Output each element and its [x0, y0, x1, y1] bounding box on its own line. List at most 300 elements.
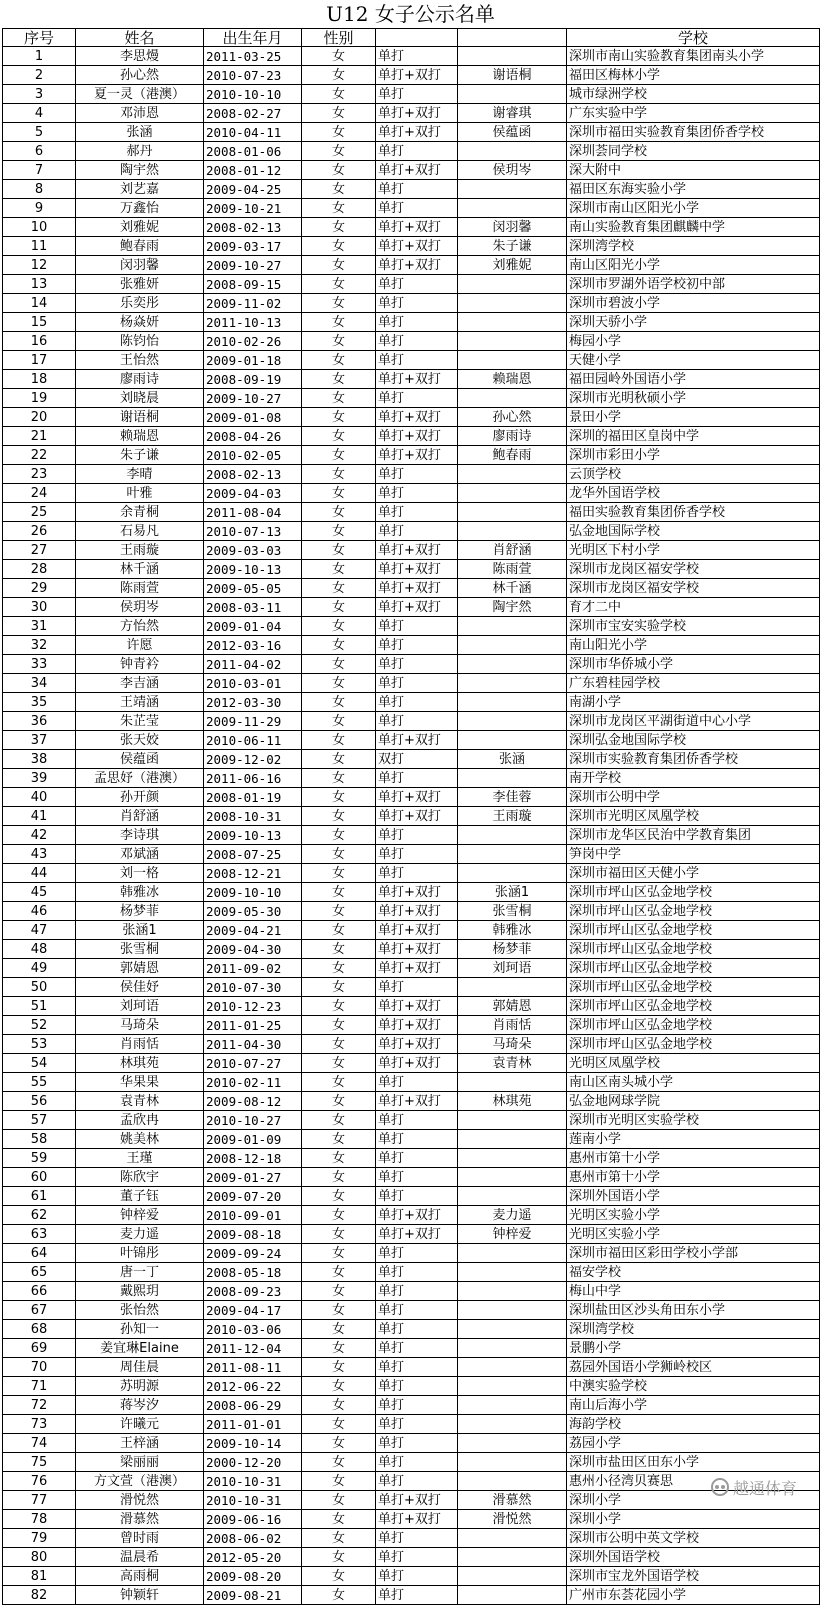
table-row: [3, 845, 820, 864]
cell-index: 43: [3, 845, 76, 864]
cell-partner: 钟梓爱: [458, 1225, 567, 1244]
table-row: [3, 66, 820, 85]
cell-index: 47: [3, 921, 76, 940]
cell-index: 16: [3, 332, 76, 351]
cell-school: 深圳市坪山区弘金地学校: [567, 940, 820, 959]
cell-partner: 滑慕然: [458, 1491, 567, 1510]
cell-partner: [458, 1358, 567, 1377]
cell-index: 59: [3, 1149, 76, 1168]
cell-birthdate: 2008-04-26: [204, 427, 302, 446]
cell-gender: 女: [302, 1263, 376, 1282]
cell-index: 44: [3, 864, 76, 883]
cell-gender: 女: [302, 351, 376, 370]
cell-school: 深圳市福田区彩田学校小学部: [567, 1244, 820, 1263]
cell-name: 乐奕彤: [76, 294, 204, 313]
cell-name: 孙开颜: [76, 788, 204, 807]
cell-event: 单打: [376, 1453, 458, 1472]
cell-index: 4: [3, 104, 76, 123]
cell-gender: 女: [302, 864, 376, 883]
cell-gender: 女: [302, 1035, 376, 1054]
cell-event: 单打+双打: [376, 1491, 458, 1510]
cell-partner: 廖雨诗: [458, 427, 567, 446]
table-row: [3, 123, 820, 142]
cell-index: 12: [3, 256, 76, 275]
cell-school: 莲南小学: [567, 1130, 820, 1149]
table-row: [3, 1282, 820, 1301]
cell-school: 深圳的福田区皇岗中学: [567, 427, 820, 446]
cell-birthdate: 2009-11-02: [204, 294, 302, 313]
cell-birthdate: 2009-04-25: [204, 180, 302, 199]
cell-name: 孟思妤（港澳）: [76, 769, 204, 788]
cell-birthdate: 2011-06-16: [204, 769, 302, 788]
cell-name: 林千涵: [76, 560, 204, 579]
cell-birthdate: 2009-10-13: [204, 560, 302, 579]
cell-school: 广东实验中学: [567, 104, 820, 123]
cell-event: 双打: [376, 750, 458, 769]
cell-event: 单打: [376, 313, 458, 332]
cell-name: 余青桐: [76, 503, 204, 522]
cell-school: 深圳市宝龙外国语学校: [567, 1567, 820, 1586]
cell-name: 夏一灵（港澳）: [76, 85, 204, 104]
cell-index: 74: [3, 1434, 76, 1453]
cell-school: 广州市东荟花园小学: [567, 1586, 820, 1605]
cell-index: 19: [3, 389, 76, 408]
cell-event: 单打: [376, 769, 458, 788]
cell-partner: [458, 826, 567, 845]
cell-partner: 闵羽馨: [458, 218, 567, 237]
cell-school: 深圳市坪山区弘金地学校: [567, 978, 820, 997]
cell-index: 70: [3, 1358, 76, 1377]
cell-birthdate: 2008-02-27: [204, 104, 302, 123]
cell-index: 24: [3, 484, 76, 503]
cell-gender: 女: [302, 275, 376, 294]
cell-index: 17: [3, 351, 76, 370]
cell-index: 2: [3, 66, 76, 85]
cell-name: 张雅妍: [76, 275, 204, 294]
cell-index: 50: [3, 978, 76, 997]
cell-partner: [458, 1586, 567, 1605]
cell-school: 光明区实验小学: [567, 1225, 820, 1244]
cell-event: 单打: [376, 503, 458, 522]
cell-event: 单打+双打: [376, 218, 458, 237]
table-row: [3, 1130, 820, 1149]
cell-event: 单打+双打: [376, 807, 458, 826]
cell-name: 温晨希: [76, 1548, 204, 1567]
cell-partner: 朱子谦: [458, 237, 567, 256]
cell-school: 惠州小径湾贝赛思: [567, 1472, 820, 1491]
cell-event: 单打: [376, 294, 458, 313]
cell-gender: 女: [302, 294, 376, 313]
cell-partner: [458, 522, 567, 541]
cell-birthdate: 2009-03-03: [204, 541, 302, 560]
cell-birthdate: 2010-10-31: [204, 1472, 302, 1491]
cell-partner: [458, 1168, 567, 1187]
table-row: [3, 902, 820, 921]
cell-birthdate: 2008-02-13: [204, 218, 302, 237]
cell-event: 单打: [376, 712, 458, 731]
cell-index: 3: [3, 85, 76, 104]
cell-index: 78: [3, 1510, 76, 1529]
cell-index: 7: [3, 161, 76, 180]
cell-birthdate: 2008-01-06: [204, 142, 302, 161]
cell-gender: 女: [302, 1339, 376, 1358]
cell-index: 15: [3, 313, 76, 332]
cell-birthdate: 2012-05-20: [204, 1548, 302, 1567]
table-row: [3, 541, 820, 560]
cell-birthdate: 2009-01-09: [204, 1130, 302, 1149]
cell-partner: [458, 465, 567, 484]
cell-gender: 女: [302, 389, 376, 408]
wechat-icon: [711, 1478, 729, 1496]
cell-gender: 女: [302, 1016, 376, 1035]
cell-birthdate: 2010-06-11: [204, 731, 302, 750]
cell-partner: [458, 655, 567, 674]
cell-event: 单打+双打: [376, 104, 458, 123]
cell-name: 刘雅妮: [76, 218, 204, 237]
table-row: [3, 1054, 820, 1073]
table-row: [3, 332, 820, 351]
cell-birthdate: 2009-09-24: [204, 1244, 302, 1263]
cell-name: 鲍春雨: [76, 237, 204, 256]
header-school: 学校: [567, 29, 820, 47]
cell-school: 南山区阳光小学: [567, 256, 820, 275]
cell-event: 单打: [376, 617, 458, 636]
cell-birthdate: 2009-10-14: [204, 1434, 302, 1453]
cell-gender: 女: [302, 313, 376, 332]
cell-index: 31: [3, 617, 76, 636]
cell-birthdate: 2009-08-20: [204, 1567, 302, 1586]
cell-partner: [458, 1396, 567, 1415]
cell-school: 荔园小学: [567, 1434, 820, 1453]
cell-school: 景鹏小学: [567, 1339, 820, 1358]
table-row: [3, 1187, 820, 1206]
cell-name: 方文萱（港澳）: [76, 1472, 204, 1491]
cell-school: 深圳市福田实验教育集团侨香学校: [567, 123, 820, 142]
cell-school: 福田实验教育集团侨香学校: [567, 503, 820, 522]
header-name: 姓名: [76, 29, 204, 47]
cell-gender: 女: [302, 902, 376, 921]
cell-index: 32: [3, 636, 76, 655]
header-event: [376, 29, 458, 47]
cell-birthdate: 2009-04-03: [204, 484, 302, 503]
cell-gender: 女: [302, 180, 376, 199]
cell-name: 刘艺嘉: [76, 180, 204, 199]
cell-gender: 女: [302, 1130, 376, 1149]
table-row: [3, 636, 820, 655]
table-row: [3, 1016, 820, 1035]
cell-birthdate: 2008-01-19: [204, 788, 302, 807]
table-row: [3, 1149, 820, 1168]
cell-gender: 女: [302, 256, 376, 275]
cell-partner: 林琪苑: [458, 1092, 567, 1111]
cell-gender: 女: [302, 693, 376, 712]
cell-name: 周佳晨: [76, 1358, 204, 1377]
cell-event: 单打: [376, 978, 458, 997]
cell-index: 81: [3, 1567, 76, 1586]
table-row: [3, 788, 820, 807]
cell-event: 单打+双打: [376, 598, 458, 617]
cell-gender: 女: [302, 712, 376, 731]
table-row: [3, 560, 820, 579]
cell-event: 单打+双打: [376, 161, 458, 180]
cell-event: 单打: [376, 180, 458, 199]
cell-partner: [458, 1415, 567, 1434]
cell-gender: 女: [302, 655, 376, 674]
table-row: [3, 921, 820, 940]
table-row: [3, 351, 820, 370]
cell-index: 56: [3, 1092, 76, 1111]
cell-partner: [458, 674, 567, 693]
cell-name: 杨焱妍: [76, 313, 204, 332]
cell-index: 36: [3, 712, 76, 731]
cell-partner: 赖瑞恩: [458, 370, 567, 389]
cell-partner: [458, 1548, 567, 1567]
cell-birthdate: 2009-08-12: [204, 1092, 302, 1111]
table-row: [3, 1244, 820, 1263]
cell-school: 光明区实验小学: [567, 1206, 820, 1225]
cell-event: 单打+双打: [376, 446, 458, 465]
cell-index: 53: [3, 1035, 76, 1054]
cell-school: 景田小学: [567, 408, 820, 427]
cell-gender: 女: [302, 484, 376, 503]
cell-name: 李思熳: [76, 47, 204, 66]
cell-partner: 韩雅冰: [458, 921, 567, 940]
header-index: 序号: [3, 29, 76, 47]
cell-school: 福安学校: [567, 1263, 820, 1282]
cell-school: 育才二中: [567, 598, 820, 617]
cell-name: 陶宇然: [76, 161, 204, 180]
cell-school: 深圳市龙岗区福安学校: [567, 560, 820, 579]
cell-event: 单打+双打: [376, 997, 458, 1016]
cell-gender: 女: [302, 503, 376, 522]
cell-birthdate: 2010-02-26: [204, 332, 302, 351]
cell-partner: [458, 1130, 567, 1149]
table-row: [3, 1396, 820, 1415]
cell-gender: 女: [302, 408, 376, 427]
cell-event: 单打: [376, 693, 458, 712]
cell-school: 深圳盐田区沙头角田东小学: [567, 1301, 820, 1320]
cell-partner: 郭婧恩: [458, 997, 567, 1016]
cell-gender: 女: [302, 826, 376, 845]
table-row: [3, 1301, 820, 1320]
table-row: [3, 256, 820, 275]
cell-event: 单打: [376, 655, 458, 674]
cell-birthdate: 2009-06-16: [204, 1510, 302, 1529]
cell-index: 18: [3, 370, 76, 389]
cell-name: 叶雅: [76, 484, 204, 503]
cell-gender: 女: [302, 465, 376, 484]
table-header-row: [3, 29, 820, 47]
cell-birthdate: 2010-10-31: [204, 1491, 302, 1510]
cell-gender: 女: [302, 978, 376, 997]
cell-name: 钟青衿: [76, 655, 204, 674]
cell-partner: [458, 1073, 567, 1092]
cell-index: 79: [3, 1529, 76, 1548]
table-row: [3, 1111, 820, 1130]
cell-partner: 鲍春雨: [458, 446, 567, 465]
cell-gender: 女: [302, 199, 376, 218]
table-row: [3, 1225, 820, 1244]
cell-event: 单打: [376, 199, 458, 218]
cell-gender: 女: [302, 940, 376, 959]
cell-gender: 女: [302, 1358, 376, 1377]
cell-event: 单打+双打: [376, 902, 458, 921]
table-row: [3, 1377, 820, 1396]
table-row: [3, 883, 820, 902]
cell-partner: [458, 693, 567, 712]
cell-partner: [458, 85, 567, 104]
cell-partner: [458, 636, 567, 655]
cell-event: 单打: [376, 522, 458, 541]
cell-event: 单打: [376, 1548, 458, 1567]
cell-name: 高雨桐: [76, 1567, 204, 1586]
cell-name: 李吉涵: [76, 674, 204, 693]
table-row: [3, 408, 820, 427]
cell-index: 9: [3, 199, 76, 218]
cell-partner: [458, 1149, 567, 1168]
cell-birthdate: 2010-02-05: [204, 446, 302, 465]
cell-name: 苏明源: [76, 1377, 204, 1396]
cell-partner: [458, 180, 567, 199]
cell-birthdate: 2009-04-30: [204, 940, 302, 959]
cell-birthdate: 2009-07-20: [204, 1187, 302, 1206]
table-row: [3, 1339, 820, 1358]
table-row: [3, 503, 820, 522]
cell-birthdate: 2008-05-18: [204, 1263, 302, 1282]
table-row: [3, 712, 820, 731]
cell-school: 深圳市公明中学: [567, 788, 820, 807]
cell-birthdate: 2010-02-11: [204, 1073, 302, 1092]
cell-birthdate: 2009-04-17: [204, 1301, 302, 1320]
cell-gender: 女: [302, 47, 376, 66]
cell-event: 单打+双打: [376, 1035, 458, 1054]
table-row: [3, 769, 820, 788]
cell-school: 光明区凤凰学校: [567, 1054, 820, 1073]
cell-name: 廖雨诗: [76, 370, 204, 389]
cell-school: 梅园小学: [567, 332, 820, 351]
cell-school: 深圳市盐田区田东小学: [567, 1453, 820, 1472]
cell-gender: 女: [302, 1396, 376, 1415]
cell-name: 孟欣冉: [76, 1111, 204, 1130]
cell-school: 深圳市光明区实验学校: [567, 1111, 820, 1130]
cell-gender: 女: [302, 237, 376, 256]
cell-name: 万鑫怡: [76, 199, 204, 218]
cell-gender: 女: [302, 1548, 376, 1567]
cell-name: 李诗琪: [76, 826, 204, 845]
cell-index: 71: [3, 1377, 76, 1396]
cell-gender: 女: [302, 1377, 376, 1396]
cell-name: 邓沛恩: [76, 104, 204, 123]
table-row: [3, 1073, 820, 1092]
cell-birthdate: 2011-08-04: [204, 503, 302, 522]
cell-name: 滑悦然: [76, 1491, 204, 1510]
cell-index: 68: [3, 1320, 76, 1339]
cell-birthdate: 2010-10-27: [204, 1111, 302, 1130]
cell-gender: 女: [302, 522, 376, 541]
cell-name: 孙知一: [76, 1320, 204, 1339]
cell-partner: [458, 332, 567, 351]
cell-gender: 女: [302, 1434, 376, 1453]
cell-index: 29: [3, 579, 76, 598]
cell-gender: 女: [302, 769, 376, 788]
cell-school: 笋岗中学: [567, 845, 820, 864]
cell-gender: 女: [302, 788, 376, 807]
table-row: [3, 1453, 820, 1472]
cell-index: 49: [3, 959, 76, 978]
cell-school: 深圳市龙岗区福安学校: [567, 579, 820, 598]
cell-partner: [458, 484, 567, 503]
cell-partner: 肖舒涵: [458, 541, 567, 560]
cell-school: 南山阳光小学: [567, 636, 820, 655]
cell-name: 张涵: [76, 123, 204, 142]
cell-event: 单打: [376, 1263, 458, 1282]
cell-name: 王梓涵: [76, 1434, 204, 1453]
cell-index: 39: [3, 769, 76, 788]
cell-name: 方怡然: [76, 617, 204, 636]
cell-index: 54: [3, 1054, 76, 1073]
cell-name: 韩雅冰: [76, 883, 204, 902]
cell-event: 单打: [376, 47, 458, 66]
cell-gender: 女: [302, 104, 376, 123]
cell-gender: 女: [302, 997, 376, 1016]
cell-partner: [458, 1320, 567, 1339]
cell-event: 单打: [376, 1244, 458, 1263]
cell-index: 66: [3, 1282, 76, 1301]
cell-school: 广东碧桂园学校: [567, 674, 820, 693]
cell-school: 深圳市福田区天健小学: [567, 864, 820, 883]
cell-school: 深圳弘金地国际学校: [567, 731, 820, 750]
table-row: [3, 218, 820, 237]
cell-event: 单打: [376, 1377, 458, 1396]
cell-event: 单打+双打: [376, 1092, 458, 1111]
cell-birthdate: 2008-06-29: [204, 1396, 302, 1415]
cell-birthdate: 2008-09-19: [204, 370, 302, 389]
cell-birthdate: 2011-08-11: [204, 1358, 302, 1377]
cell-index: 72: [3, 1396, 76, 1415]
cell-event: 单打: [376, 1073, 458, 1092]
cell-name: 马琦朵: [76, 1016, 204, 1035]
cell-event: 单打+双打: [376, 1054, 458, 1073]
cell-event: 单打: [376, 1282, 458, 1301]
cell-school: 梅山中学: [567, 1282, 820, 1301]
cell-school: 深圳市龙岗区平湖街道中心小学: [567, 712, 820, 731]
cell-event: 单打: [376, 1415, 458, 1434]
cell-gender: 女: [302, 142, 376, 161]
cell-partner: [458, 845, 567, 864]
cell-index: 55: [3, 1073, 76, 1092]
cell-gender: 女: [302, 541, 376, 560]
table-row: [3, 142, 820, 161]
cell-name: 谢语桐: [76, 408, 204, 427]
cell-birthdate: 2009-10-21: [204, 199, 302, 218]
cell-name: 王怡然: [76, 351, 204, 370]
cell-school: 深圳市华侨城小学: [567, 655, 820, 674]
table-row: [3, 1434, 820, 1453]
cell-gender: 女: [302, 617, 376, 636]
cell-index: 60: [3, 1168, 76, 1187]
cell-school: 惠州市第十小学: [567, 1149, 820, 1168]
cell-name: 陈雨萱: [76, 579, 204, 598]
cell-gender: 女: [302, 598, 376, 617]
cell-name: 唐一丁: [76, 1263, 204, 1282]
cell-name: 赖瑞恩: [76, 427, 204, 446]
cell-event: 单打+双打: [376, 788, 458, 807]
cell-gender: 女: [302, 161, 376, 180]
table-row: [3, 484, 820, 503]
cell-name: 麦力遥: [76, 1225, 204, 1244]
cell-event: 单打: [376, 351, 458, 370]
table-row: [3, 1320, 820, 1339]
